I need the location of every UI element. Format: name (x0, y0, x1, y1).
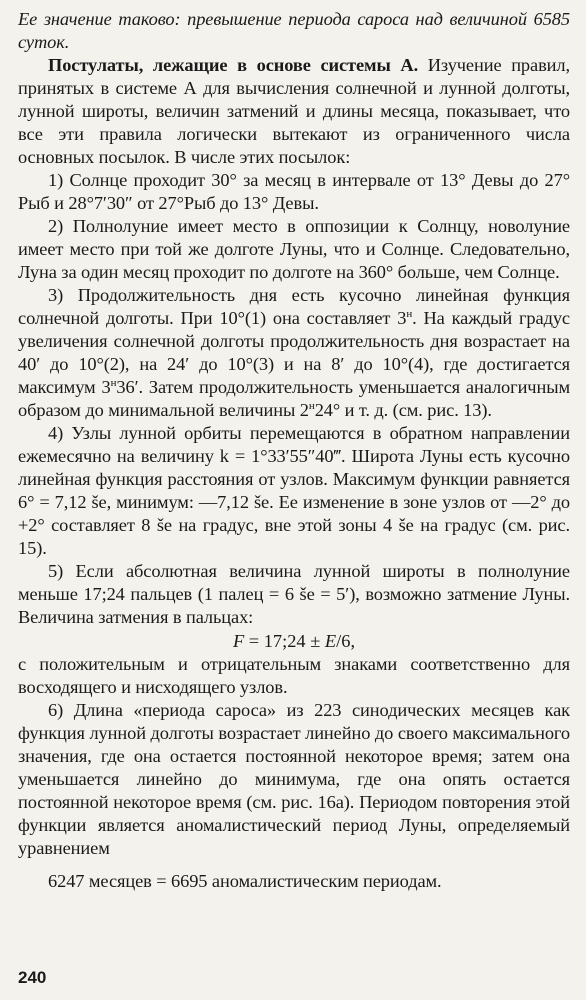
item-3 (18, 284, 570, 422)
hours-superscript: н (308, 400, 315, 412)
formula-lhs: F (232, 631, 245, 651)
item-3-part-d: 24° и т. д. (см. рис. 13). (314, 400, 492, 420)
hours-superscript: н (110, 377, 117, 389)
formula-var: E (324, 631, 337, 651)
item-2: 2) Полнолуние имеет место в оппозиции к Солнцу, новолуние имеет место при той же долготе Луны, что и Солнце. Следовательно, Луна за один месяц проходит по долготе на 360° больше, чем Солнце. (18, 216, 570, 282)
eclipse-formula (18, 629, 570, 653)
saros-equation: 6247 месяцев = 6695 аномалистическим периодам. (48, 871, 442, 891)
item-3-part-a: 3) Продолжительность дня есть кусочно линейная функция солнечной долготы. При 10°(1) она составляет 3 (18, 285, 570, 328)
postulates-text: Изучение правил, принятых в системе А для вычисления солнечной и лунной долготы, лунной широты, величин затмений и длины месяца, показывает, что все эти правила логически вытекают из ограниченного числа основных посылок. В числе этих посылок: (18, 55, 570, 167)
item-5: 5) Если абсолютная величина лунной широты в полнолуние меньше 17;24 пальцев (1 палец = 6 še = 5′), возможно затмение Луны. Величина затмения в пальцах: (18, 561, 570, 627)
item-3-part-b: . На каждый градус увеличения солнечной долготы продолжительность дня возрастает на 40′ до 10°(2), на 24′ до 10°(3) и на 8′ до 10°(4), где достигается максимум 3 (18, 308, 570, 397)
item-6: 6) Длина «периода сароса» из 223 синодических месяцев как функция лунной долготы возрастает линейно до своего максимального значения, где она остается постоянной некоторое время; затем она уменьшается линейно до минимума, где она опять остается постоянной некоторое время (см. рис. 16а). Периодом повторения этой функции является аномалистический период Луны, определяемый уравнением (18, 700, 570, 858)
item-3-part-c: 36′. Затем продолжительность уменьшается аналогичным образом до минимальной величины 2 (18, 377, 570, 420)
item-4: 4) Узлы лунной орбиты перемещаются в обратном направлении ежемесячно на величину k = 1°33′55″40‴. Широта Луны есть кусочно линейная функция расстояния от узлов. Максимум функции равняется 6° = 7,12 še, минимум: —7,12 še. Ее изменение в зоне узлов от —2° до +2° составляет 8 še на градус, вне этой зоны 4 še на градус (см. рис. 15). (18, 423, 570, 558)
intro-paragraph: Ее значение таково: превышение периода сароса над величиной 6585 суток. (18, 9, 570, 52)
item-1: 1) Солнце проходит 30° за месяц в интервале от 13° Девы до 27° Рыб и 28°7′30″ от 27°Рыб до 13° Девы. (18, 170, 570, 213)
formula-rhs: /6, (336, 631, 356, 651)
page-number: 240 (18, 968, 47, 987)
formula-mid: = 17;24 ± (244, 631, 325, 651)
item-5-continuation: с положительным и отрицательным знаками соответственно для восходящего и нисходящего узлов. (18, 654, 570, 697)
hours-superscript: н (406, 308, 413, 320)
postulates-paragraph (18, 54, 570, 169)
postulates-heading: Постулаты, лежащие в основе системы А. (48, 55, 419, 75)
